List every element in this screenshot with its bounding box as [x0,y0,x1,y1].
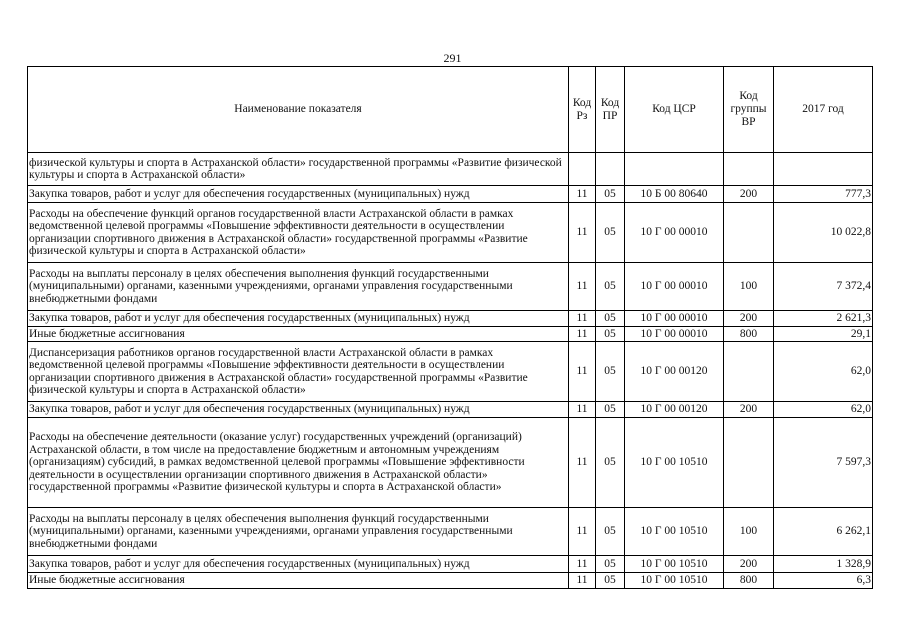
row-pr: 05 [596,508,625,556]
row-name: Закупка товаров, работ и услуг для обеспечения государственных (муниципальных) нужд [28,556,569,573]
row-vr: 200 [724,186,774,203]
row-rz: 11 [569,263,596,311]
row-pr [596,153,625,186]
row-amount: 10 022,8 [774,203,873,263]
row-name: Закупка товаров, работ и услуг для обеспечения государственных (муниципальных) нужд [28,186,569,203]
row-rz: 11 [569,186,596,203]
row-rz: 11 [569,556,596,573]
header-pr: Код ПР [596,67,625,153]
row-pr: 05 [596,263,625,311]
row-vr: 200 [724,311,774,327]
row-csr: 10 Г 00 00010 [625,263,724,311]
row-csr: 10 Г 00 10510 [625,556,724,573]
row-pr: 05 [596,311,625,327]
row-pr: 05 [596,327,625,342]
page-number: 291 [443,51,462,65]
row-rz: 11 [569,311,596,327]
table-row [28,327,873,342]
row-rz: 11 [569,508,596,556]
row-csr: 10 Г 00 10510 [625,418,724,508]
row-vr: 200 [724,402,774,418]
row-pr: 05 [596,186,625,203]
row-pr: 05 [596,203,625,263]
row-csr: 10 Г 00 00120 [625,402,724,418]
row-pr: 05 [596,418,625,508]
row-amount: 6 262,1 [774,508,873,556]
row-rz: 11 [569,418,596,508]
row-amount: 6,3 [774,573,873,589]
row-rz: 11 [569,327,596,342]
row-vr: 800 [724,573,774,589]
table-row [28,342,873,402]
row-name: Диспансеризация работников органов государственной власти Астраханской области в рамках ведомственной целевой программы «Повышение эффективности деятельности в осуществлении организации спортивного движения в Астраханской области» государственной программы «Развитие физической культуры и спорта в Астраханской области» [28,342,569,402]
row-csr: 10 Б 00 80640 [625,186,724,203]
row-pr: 05 [596,402,625,418]
row-pr: 05 [596,342,625,402]
row-csr [625,153,724,186]
row-amount [774,153,873,186]
header-year: 2017 год [774,67,873,153]
table-row [28,508,873,556]
table-row [28,402,873,418]
budget-table [27,66,873,589]
row-name: Расходы на выплаты персоналу в целях обеспечения выполнения функций государственными (муниципальными) органами, казенными учреждениями, органами управления государственными внебюджетными фондами [28,263,569,311]
row-amount: 7 597,3 [774,418,873,508]
row-csr: 10 Г 00 00010 [625,311,724,327]
row-csr: 10 Г 00 10510 [625,573,724,589]
row-vr [724,418,774,508]
row-pr: 05 [596,556,625,573]
table-header-row [28,67,873,153]
row-name: Закупка товаров, работ и услуг для обеспечения государственных (муниципальных) нужд [28,311,569,327]
row-amount: 7 372,4 [774,263,873,311]
row-name: Расходы на обеспечение функций органов государственной власти Астраханской области в рамках ведомственной целевой программы «Повышение эффективности деятельности в осуществлении организации спортивного движения в Астраханской области» государственной программы «Развитие физической культуры и спорта в Астраханской области» [28,203,569,263]
row-amount: 777,3 [774,186,873,203]
table-row [28,573,873,589]
row-name: Закупка товаров, работ и услуг для обеспечения государственных (муниципальных) нужд [28,402,569,418]
table-row [28,153,873,186]
table-row [28,556,873,573]
row-pr: 05 [596,573,625,589]
row-amount: 1 328,9 [774,556,873,573]
row-name: физической культуры и спорта в Астраханской области» государственной программы «Развитие физической культуры и спорта в Астраханской области» [28,153,569,186]
row-csr: 10 Г 00 00010 [625,203,724,263]
table-row [28,186,873,203]
row-amount: 62,0 [774,342,873,402]
row-vr [724,203,774,263]
table-row [28,203,873,263]
row-name: Иные бюджетные ассигнования [28,327,569,342]
header-vr: Код группы ВР [724,67,774,153]
header-name: Наименование показателя [28,67,569,153]
row-vr: 100 [724,508,774,556]
row-vr [724,342,774,402]
row-amount: 2 621,3 [774,311,873,327]
table-row [28,418,873,508]
row-vr [724,153,774,186]
header-rz: Код Рз [569,67,596,153]
row-name: Расходы на обеспечение деятельности (оказание услуг) государственных учреждений (организаций) Астраханской области, в том числе на предоставление бюджетным и автономным учреждениям (организациям) субсидий, в рамках ведомственной целевой программы «Повышение эффективности деятельности в осуществлении организации спортивного движения в Астраханской области» государственной программы «Развитие физической культуры и спорта в Астраханской области» [28,418,569,508]
row-rz: 11 [569,342,596,402]
row-vr: 100 [724,263,774,311]
row-amount: 62,0 [774,402,873,418]
row-name: Иные бюджетные ассигнования [28,573,569,589]
row-rz: 11 [569,573,596,589]
row-csr: 10 Г 00 00120 [625,342,724,402]
row-amount: 29,1 [774,327,873,342]
table-row [28,311,873,327]
row-vr: 200 [724,556,774,573]
row-name: Расходы на выплаты персоналу в целях обеспечения выполнения функций государственными (муниципальными) органами, казенными учреждениями, органами управления государственными внебюджетными фондами [28,508,569,556]
row-csr: 10 Г 00 00010 [625,327,724,342]
row-rz: 11 [569,402,596,418]
row-rz [569,153,596,186]
row-vr: 800 [724,327,774,342]
row-rz: 11 [569,203,596,263]
header-csr: Код ЦСР [625,67,724,153]
row-csr: 10 Г 00 10510 [625,508,724,556]
table-row [28,263,873,311]
